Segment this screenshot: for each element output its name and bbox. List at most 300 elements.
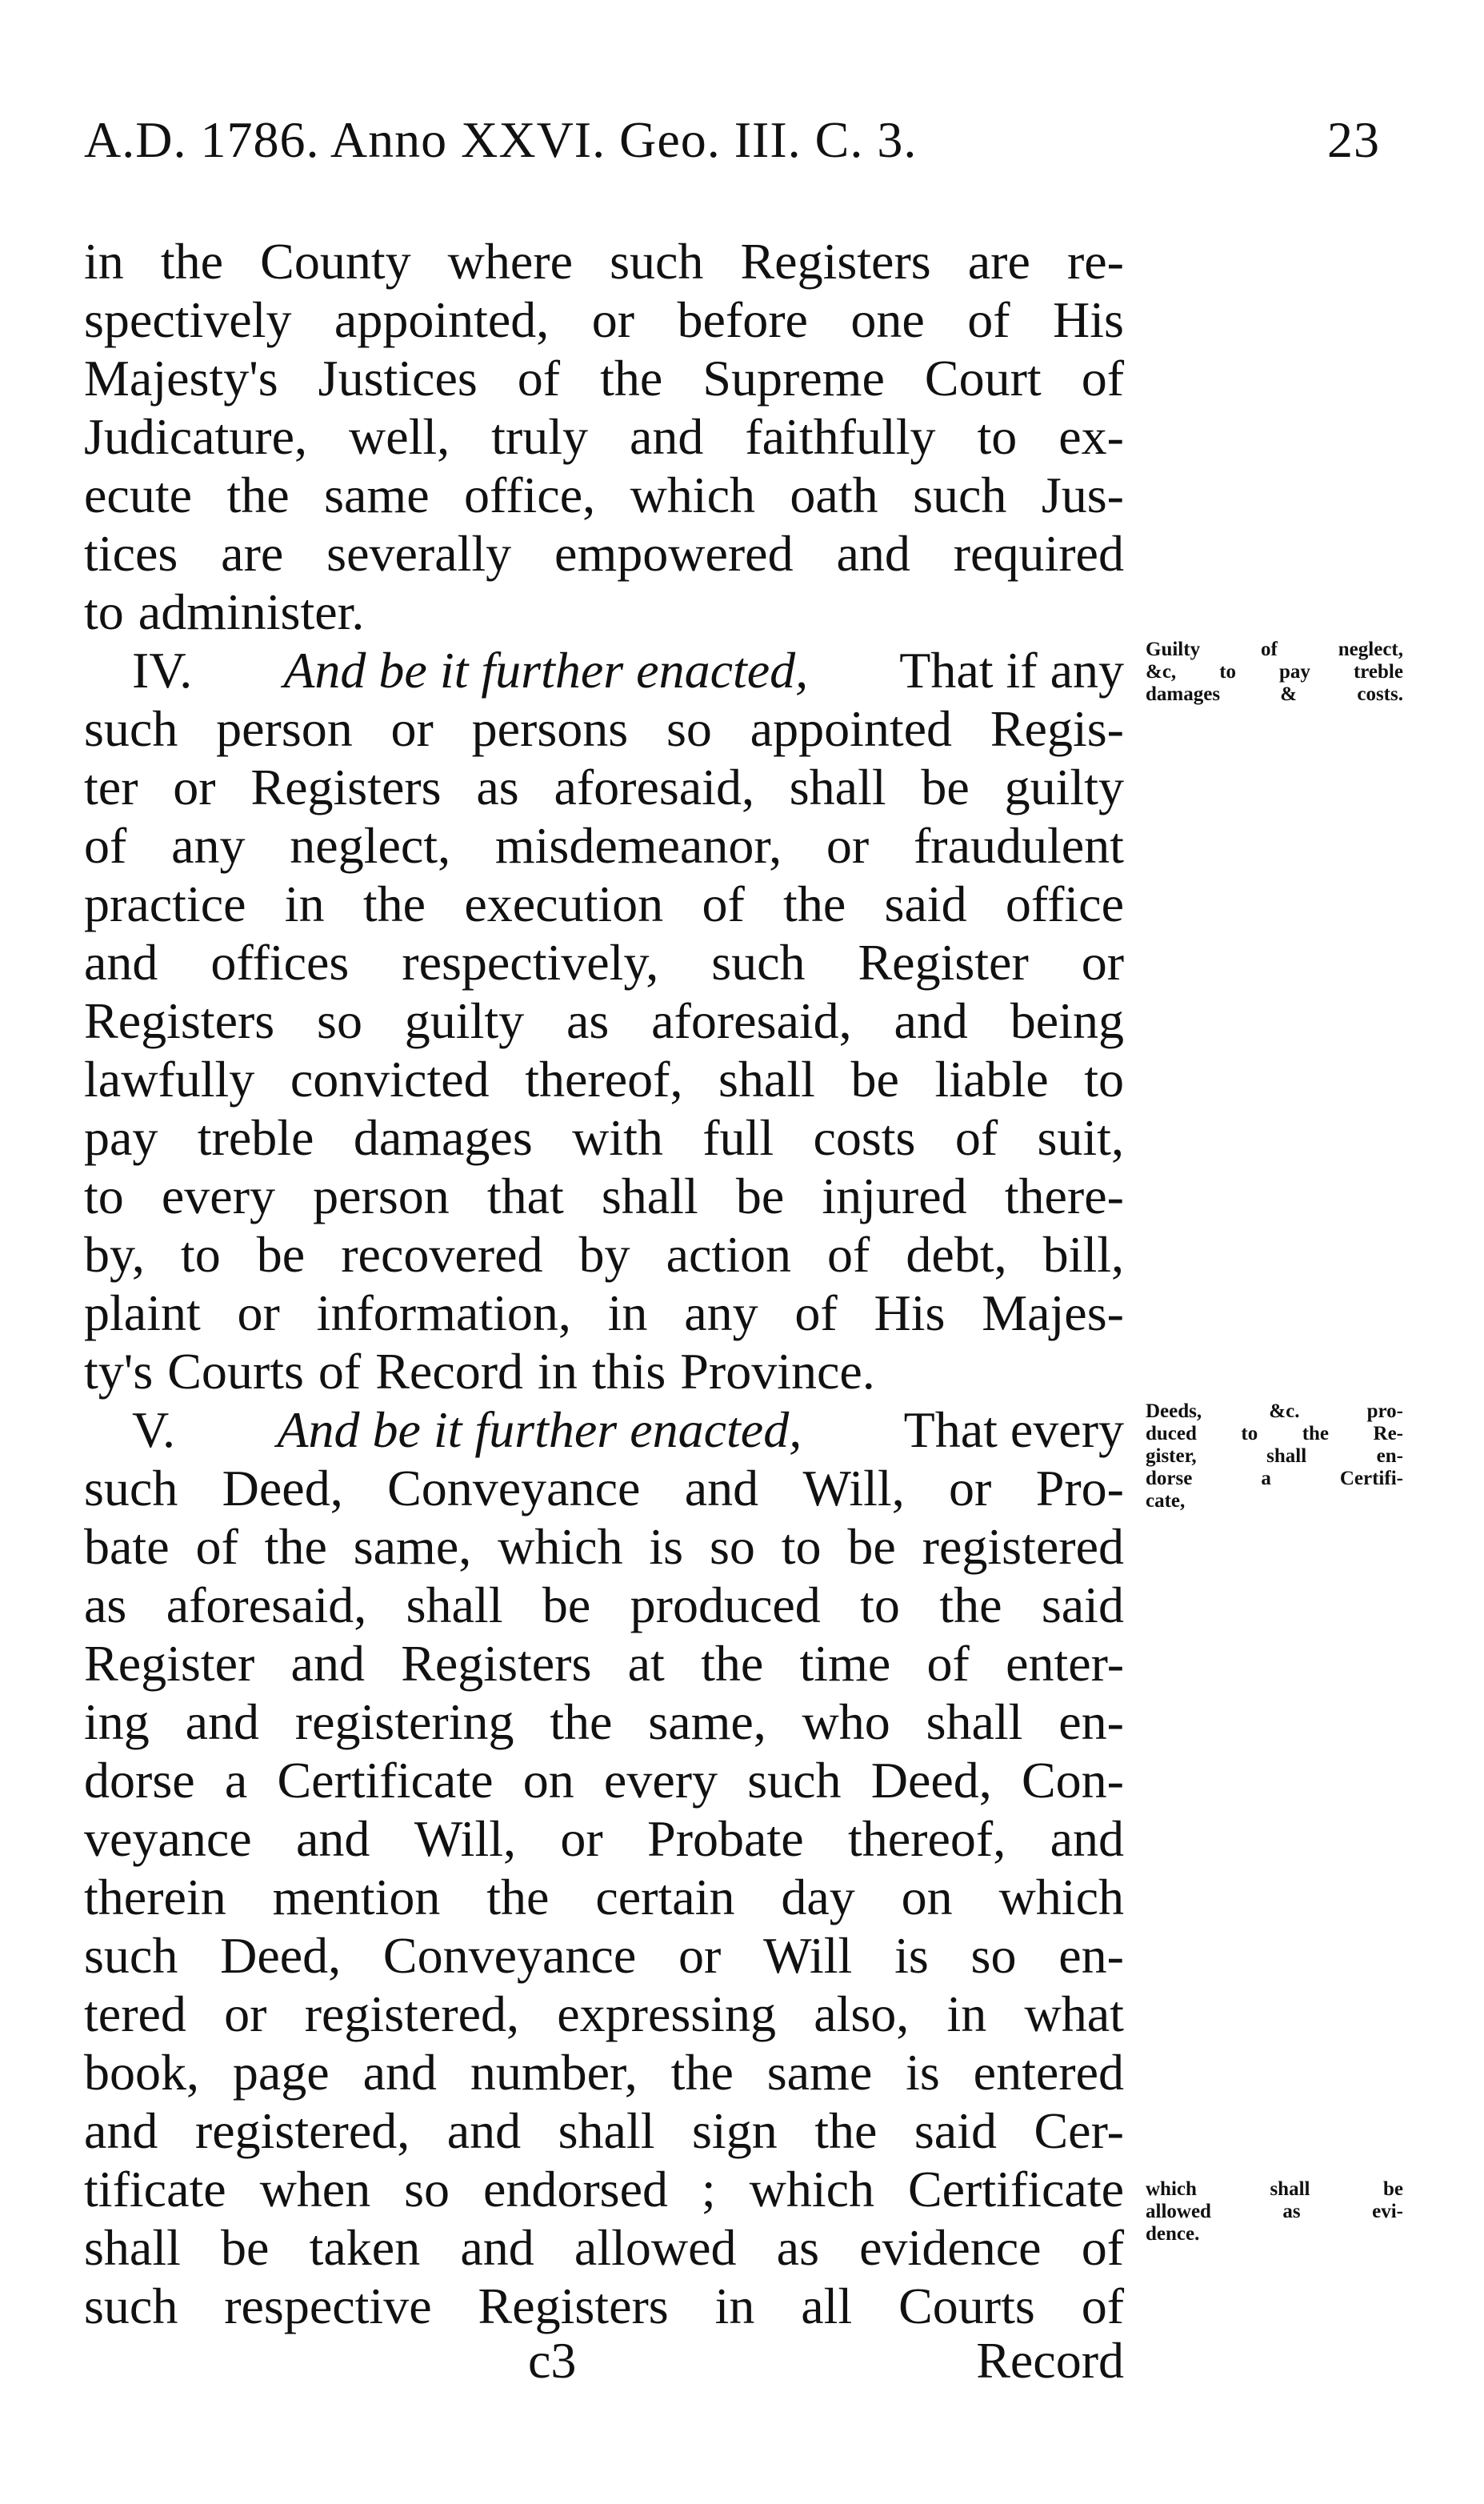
word: Conveyance (387, 1460, 641, 1516)
word: who (802, 1693, 890, 1750)
word: person (313, 1168, 450, 1224)
text-line (84, 1108, 1124, 1167)
word: mention (272, 1869, 441, 1925)
text-line (84, 992, 1124, 1050)
word: is (649, 1518, 684, 1575)
margin-note-line (1146, 2201, 1403, 2223)
word: which (749, 2161, 875, 2218)
word: of (1081, 350, 1124, 407)
word: registered (922, 1518, 1124, 1575)
word: which (630, 467, 755, 523)
word: and (446, 2102, 522, 2159)
text-line (84, 816, 1124, 875)
text-line (84, 524, 1124, 583)
word: to (860, 1577, 900, 1633)
word: Province. (680, 1343, 875, 1400)
word: of (1261, 639, 1278, 660)
word: plaint (84, 1284, 201, 1341)
word: expressing (557, 1985, 776, 2042)
section-iv-enacting-phrase: And be it further enacted, (283, 642, 809, 699)
word: said (1041, 1577, 1124, 1633)
margin-note-line (1146, 661, 1403, 683)
word: the (486, 1869, 550, 1925)
word: or (591, 291, 635, 348)
word: appointed, (334, 291, 550, 348)
word: Deed, (222, 1460, 343, 1516)
word: before (677, 291, 808, 348)
word: ecute (84, 467, 192, 523)
text-line (84, 1926, 1124, 1985)
word: registered, (194, 2102, 410, 2159)
word: with (572, 1109, 663, 1166)
word: be (847, 1518, 896, 1575)
word: to (781, 1518, 822, 1575)
word: Registers (84, 992, 275, 1049)
word: Majesty's (84, 350, 278, 407)
word: allowed (574, 2219, 737, 2276)
text-line (84, 1517, 1124, 1576)
word: so (970, 1927, 1017, 1984)
word: is (894, 1927, 929, 1984)
text-line (84, 1459, 1124, 1517)
word: Deed, (870, 1752, 992, 1809)
word: guilty (1004, 759, 1124, 815)
word: or (237, 1284, 280, 1341)
word: Certificate (907, 2161, 1124, 2218)
word: or (560, 1810, 603, 1867)
word: as (566, 992, 610, 1049)
word: ty's (84, 1343, 154, 1400)
word: so (317, 992, 362, 1049)
text-line (84, 407, 1124, 466)
word: such (84, 1460, 178, 1516)
text-line (84, 1751, 1124, 1809)
word: administer. (138, 583, 365, 640)
word: shall (926, 1693, 1023, 1750)
word: Deeds, (1146, 1400, 1202, 1422)
word: and (362, 2044, 437, 2101)
text-line (84, 583, 1124, 641)
word: en- (1058, 1927, 1124, 1984)
word: tificate (84, 2161, 226, 2218)
section-v-heading-line (84, 1400, 1124, 1459)
word: guilty (404, 992, 525, 1049)
word: damages (353, 1109, 533, 1166)
word: day (781, 1869, 855, 1925)
word: recovered (341, 1226, 543, 1283)
running-head (84, 108, 1380, 172)
word: time (799, 1635, 891, 1692)
word: or (678, 1927, 722, 1984)
text-line (84, 2160, 1124, 2218)
word: convicted (290, 1051, 490, 1108)
word: at (627, 1635, 665, 1692)
word: information, (316, 1284, 571, 1341)
word: being (1010, 992, 1124, 1049)
word: shall (84, 2219, 181, 2276)
word: allowed (1146, 2201, 1211, 2222)
word: Registers (250, 759, 442, 815)
word: gister, (1146, 1445, 1197, 1467)
word: spectively (84, 291, 292, 348)
word: what (1024, 1985, 1124, 2042)
word: Jus- (1041, 467, 1124, 523)
word: such (711, 934, 806, 991)
word: misdemeanor, (494, 817, 782, 874)
word: so (709, 1518, 755, 1575)
word: full (702, 1109, 774, 1166)
word: Supreme (702, 350, 885, 407)
word: of (517, 350, 561, 407)
word: Will, (414, 1810, 516, 1867)
word: such (610, 233, 704, 290)
word: ex- (1058, 408, 1124, 465)
word: that (486, 1168, 564, 1224)
word: are (221, 525, 284, 582)
word: shall (1270, 2178, 1310, 2200)
word: be (256, 1226, 306, 1283)
margin-note-line (1146, 1445, 1403, 1468)
word: book, (84, 2044, 199, 2101)
word: this (591, 1343, 666, 1400)
word: bill, (1042, 1226, 1124, 1283)
text-line (84, 2218, 1124, 2277)
text-line (84, 2277, 1124, 2335)
word: there- (1004, 1168, 1124, 1224)
word: said (914, 2102, 997, 2159)
word: one (850, 291, 925, 348)
word: be (921, 759, 970, 815)
word: and (629, 408, 704, 465)
word: and (894, 992, 968, 1049)
word: bate (84, 1518, 170, 1575)
word: all (801, 2278, 853, 2334)
text-line (84, 875, 1124, 933)
margin-note-line (1146, 1400, 1403, 1423)
word: re- (1066, 233, 1124, 290)
word: aforesaid, (651, 992, 852, 1049)
word: shall (1266, 1445, 1307, 1467)
word: every (161, 1168, 275, 1224)
word: be (735, 1168, 785, 1224)
word: Record (375, 1343, 524, 1400)
word: in (284, 875, 325, 932)
word: &c, (1146, 661, 1177, 683)
word: injured (822, 1168, 967, 1224)
margin-note-line (1146, 1468, 1403, 1490)
section-v-enacting-phrase: And be it further enacted, (277, 1401, 802, 1458)
word: number, (470, 2044, 638, 2101)
text-line (84, 2043, 1124, 2101)
word: entered (973, 2044, 1124, 2101)
word: on (901, 1869, 953, 1925)
text-line (84, 1809, 1124, 1868)
word: to (84, 1168, 124, 1224)
word: Cer- (1034, 2102, 1124, 2159)
word: the (550, 1693, 613, 1750)
word: a (1261, 1468, 1271, 1489)
word: a (224, 1752, 248, 1809)
word: and (684, 1460, 759, 1516)
word: and (460, 2219, 534, 2276)
catchword: Record (976, 2332, 1124, 2389)
word: be (542, 1577, 591, 1633)
word: dorse (84, 1752, 195, 1809)
word: the (701, 1635, 764, 1692)
text-line (84, 466, 1124, 524)
word: same, (353, 1518, 472, 1575)
text-line (84, 1985, 1124, 2043)
word: of (84, 817, 127, 874)
word: veyance (84, 1810, 252, 1867)
word: Guilty (1146, 639, 1201, 660)
word: or (224, 1985, 267, 2042)
word: His (874, 1284, 946, 1341)
word: be (850, 1051, 899, 1108)
word: lawfully (84, 1051, 255, 1108)
word: Justices (318, 350, 478, 407)
word: treble (197, 1109, 314, 1166)
word: office, (464, 467, 596, 523)
word: taken (309, 2219, 421, 2276)
section-iv-heading-line (84, 641, 1124, 699)
word: certain (595, 1869, 735, 1925)
word: when (259, 2161, 371, 2218)
word: and (84, 2102, 158, 2159)
word: Regis- (990, 700, 1124, 757)
word: as (1282, 2201, 1301, 2222)
word: which (998, 1869, 1124, 1925)
page-number: 23 (1327, 111, 1380, 168)
word: and (836, 525, 910, 582)
word: tices (84, 525, 178, 582)
word: the (1302, 1423, 1330, 1444)
word: pay (84, 1109, 158, 1166)
word: evi- (1372, 2201, 1403, 2222)
word: by (578, 1226, 630, 1283)
word: Will, (802, 1460, 905, 1516)
word: office (1005, 875, 1124, 932)
word: of (195, 1518, 238, 1575)
word: of (702, 875, 745, 932)
word: Probate (647, 1810, 804, 1867)
word: and (84, 934, 158, 991)
text-line (84, 2101, 1124, 2160)
word: in (946, 1985, 987, 2042)
text-line (84, 349, 1124, 407)
word: any (684, 1284, 758, 1341)
word: Registers (478, 2278, 669, 2334)
word: of (1081, 2278, 1124, 2334)
word: respective (224, 2278, 432, 2334)
text-line (84, 1284, 1124, 1342)
word: well, (348, 408, 450, 465)
word: aforesaid, (554, 759, 754, 815)
word: &c. (1269, 1400, 1300, 1422)
word: be (1383, 2178, 1403, 2200)
word: same (766, 2044, 873, 2101)
word: pay (1279, 661, 1310, 683)
word: Register (84, 1635, 255, 1692)
word: Majes- (982, 1284, 1124, 1341)
margin-note-line (1146, 2223, 1403, 2246)
word: same, (648, 1693, 766, 1750)
word: of (1081, 2219, 1124, 2276)
word: Pro- (1035, 1460, 1124, 1516)
margin-note-deeds-produced (1146, 1400, 1403, 1512)
word: such (913, 467, 1007, 523)
word: of (318, 1343, 362, 1400)
word: costs (813, 1109, 916, 1166)
word: in (84, 233, 124, 290)
word: of (967, 291, 1010, 348)
word: Court (924, 350, 1042, 407)
word: also, (814, 1985, 910, 2042)
word: where (447, 233, 574, 290)
section-iv-numeral: IV. (132, 642, 193, 699)
word: in (538, 1343, 578, 1400)
word: on (522, 1752, 574, 1809)
word: fraudulent (913, 817, 1124, 874)
word: the (670, 2044, 734, 2101)
word: damages (1146, 683, 1221, 705)
text-line (84, 1634, 1124, 1693)
word: to (84, 583, 124, 640)
word: en- (1376, 1445, 1403, 1467)
word: liable (934, 1051, 1049, 1108)
body-text (84, 232, 1124, 2335)
word: ing (84, 1693, 150, 1750)
word: or (949, 1460, 992, 1516)
word: the (226, 467, 290, 523)
word: registering (294, 1693, 514, 1750)
word: page (232, 2044, 330, 2101)
word: registered, (304, 1985, 519, 2042)
word: neglect, (1338, 639, 1403, 660)
word: to (1084, 1051, 1124, 1108)
word: offices (210, 934, 350, 991)
word: which (498, 1518, 623, 1575)
word: Registers (740, 233, 931, 290)
word: Registers (401, 1635, 592, 1692)
section-iv-tail: That if any (899, 642, 1124, 699)
word: Courts (898, 2278, 1035, 2334)
word: oath (790, 467, 878, 523)
word: thereof, (525, 1051, 683, 1108)
word: person (216, 700, 353, 757)
word: suit, (1037, 1109, 1124, 1166)
text-line (84, 1693, 1124, 1751)
word: or (826, 817, 870, 874)
word: execution (464, 875, 664, 932)
word: of (794, 1284, 838, 1341)
word: so (404, 2161, 450, 2218)
word: same (324, 467, 430, 523)
word: as (476, 759, 519, 815)
word: or (390, 700, 434, 757)
word: the (600, 350, 663, 407)
word: Courts (167, 1343, 304, 1400)
word: truly (491, 408, 588, 465)
word: be (221, 2219, 270, 2276)
text-line (84, 699, 1124, 758)
text-line (84, 1167, 1124, 1225)
word: any (171, 817, 246, 874)
word: Re- (1373, 1423, 1403, 1444)
word: required (953, 525, 1124, 582)
text-line (84, 290, 1124, 349)
word: debt, (906, 1226, 1007, 1283)
word: so (666, 700, 712, 757)
word: faithfully (745, 408, 936, 465)
word: sign (692, 2102, 778, 2159)
word: severally (326, 525, 512, 582)
word: pro- (1366, 1400, 1403, 1422)
word: by, (84, 1226, 145, 1283)
word: Certifi- (1339, 1468, 1403, 1489)
margin-note-line (1146, 2178, 1403, 2201)
word: as (84, 1577, 127, 1633)
word: and (296, 1810, 370, 1867)
word: respectively, (402, 934, 659, 991)
word: as (776, 2219, 819, 2276)
word: Deed, (220, 1927, 342, 1984)
word: of (954, 1109, 998, 1166)
word: and (185, 1693, 259, 1750)
word: empowered (554, 525, 794, 582)
word: enter- (1006, 1635, 1124, 1692)
word: to (1241, 1423, 1258, 1444)
margin-note-line (1146, 1490, 1403, 1512)
word: the (939, 1577, 1002, 1633)
word: Judicature, (84, 408, 307, 465)
word: neglect, (290, 817, 451, 874)
text-line (84, 232, 1124, 290)
word: produced (630, 1577, 821, 1633)
word: Conveyance (382, 1927, 637, 1984)
word: evidence (859, 2219, 1042, 2276)
margin-note-guilty-of-neglect (1146, 639, 1403, 706)
section-v-tail: That every (903, 1401, 1124, 1458)
margin-note-line (1146, 639, 1403, 661)
word: the (160, 233, 224, 290)
running-head-title: A.D. 1786. Anno XXVI. Geo. III. C. 3. (84, 111, 918, 168)
section-v-numeral: V. (132, 1401, 175, 1458)
word: and (290, 1635, 365, 1692)
word: of (827, 1226, 870, 1283)
word: or (173, 759, 216, 815)
word: cate, (1146, 1490, 1186, 1512)
word: en- (1058, 1693, 1124, 1750)
word: the (814, 2102, 878, 2159)
word: of (926, 1635, 970, 1692)
word: ; (701, 2161, 716, 2218)
word: endorsed (482, 2161, 668, 2218)
word: is (906, 2044, 940, 2101)
word: practice (84, 875, 246, 932)
word: tered (84, 1985, 186, 2042)
word: His (1053, 291, 1124, 348)
word: to (180, 1226, 221, 1283)
signature-mark: c3 (528, 2332, 577, 2389)
word: the (362, 875, 426, 932)
word: said (884, 875, 967, 932)
margin-note-line (1146, 683, 1403, 706)
page-footer (84, 2329, 1124, 2393)
word: shall (789, 759, 886, 815)
word: the (783, 875, 846, 932)
word: shall (558, 2102, 655, 2159)
